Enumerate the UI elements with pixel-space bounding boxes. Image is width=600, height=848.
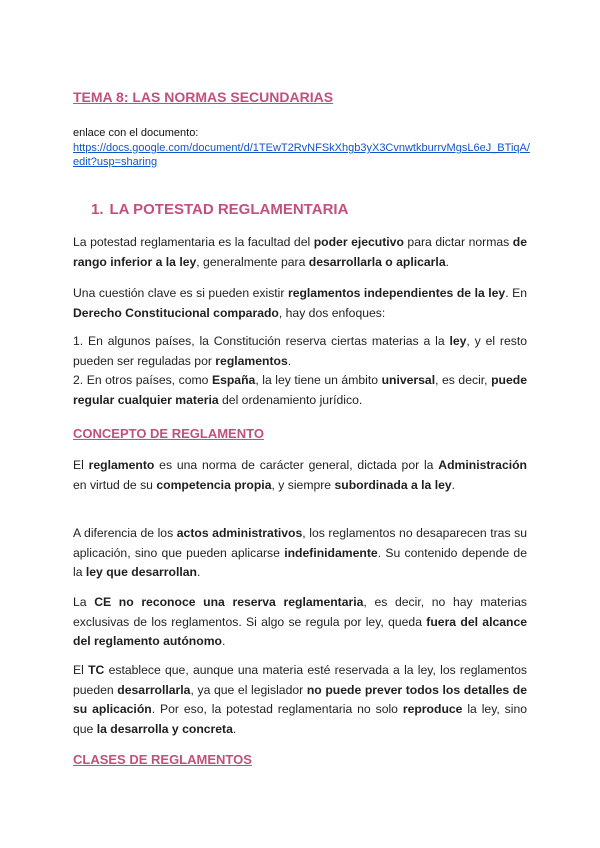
section-heading xyxy=(91,201,348,218)
document-link[interactable]: https://docs.google.com/document/d/1TEwT2RvNFSkXhgb3yX3CvnwtkburrvMgsL6eJ_BTiqA/edit?usp=sharing xyxy=(73,142,530,168)
paragraph-tc: El TC establece que, aunque una materia esté reservada a la ley, los reglamentos pueden desarrollarla, ya que el legislador no puede prever todos los detalles de su aplicación. Por eso, la potestad reglamentaria no solo reproduce la ley, sino que la desarrolla y concreta. xyxy=(73,663,528,736)
page-title: TEMA 8: LAS NORMAS SECUNDARIAS xyxy=(73,89,334,105)
paragraph-intro: La potestad reglamentaria es la facultad del poder ejecutivo para dictar normas de rango inferior a la ley, generalmente para desarrollarla o aplicarla. xyxy=(73,235,528,269)
subheading-concepto: CONCEPTO DE REGLAMENTO xyxy=(73,426,264,441)
paragraph-question: Una cuestión clave es si pueden existir reglamentos independientes de la ley. En Derecho Constitucional comparado, hay dos enfoques: xyxy=(73,286,527,320)
paragraph-definition: El reglamento es una norma de carácter general, dictada por la Administración en virtud de su competencia propia, y siempre subordinada a la ley. xyxy=(73,458,527,492)
link-label: enlace con el documento: xyxy=(73,127,199,139)
section-number: 1. xyxy=(91,201,104,218)
paragraph-ce: La CE no reconoce una reserva reglamentaria, es decir, no hay materias exclusivas de los reglamentos. Si algo se regula por ley, queda fuera del alcance del reglamento autónomo. xyxy=(73,595,528,648)
subheading-clases: CLASES DE REGLAMENTOS xyxy=(73,752,252,767)
paragraph-approaches: 1. En algunos países, la Constitución reserva ciertas materias a la ley, y el resto pueden ser reguladas por reglamentos. 2. En otros países, como España, la ley tiene un ámbito universal, es decir, puede regular cualquier materia del ordenamiento jurídico. xyxy=(73,334,528,407)
section-title: LA POTESTAD REGLAMENTARIA xyxy=(109,201,349,218)
paragraph-difference: A diferencia de los actos administrativos, los reglamentos no desaparecen tras su aplicación, sino que pueden aplicarse indefinidamente. Su contenido depende de la ley que desarrollan. xyxy=(73,526,527,579)
